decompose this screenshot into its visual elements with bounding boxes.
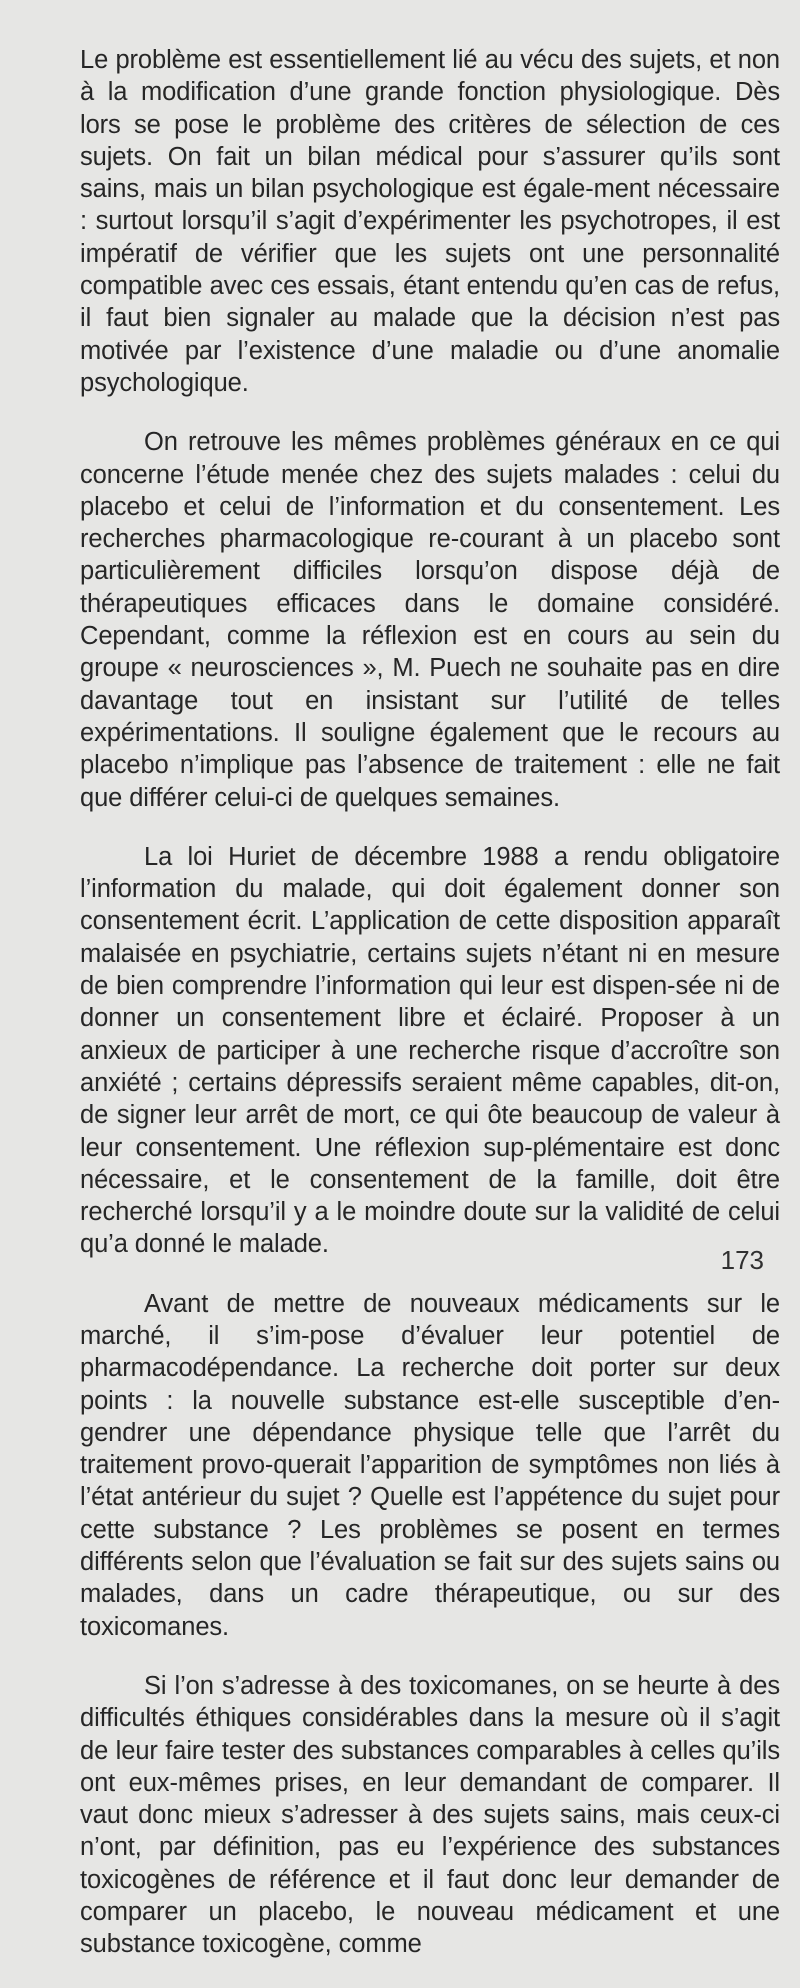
body-text [80,44,780,1988]
page-number: 173 [720,1245,764,1275]
paragraph-5: Si l’on s’adresse à des toxicomanes, on se heurte à des difficultés éthiques considérables dans la mesure où il s’agit de leur faire tester des substances comparables à celles qu’ils ont eux-mêmes prises, en leur demandant de comparer. Il vaut donc mieux s’adresser à des sujets sains, mais ceux-ci n’ont, par définition, pas eu l’expérience des substances toxicogènes de référence et il faut donc leur demander de comparer un placebo, le nouveau médicament et une substance toxicogène, comme [80,1671,780,1959]
paragraph-2: On retrouve les mêmes problèmes généraux en ce qui concerne l’étude menée chez des sujets malades : celui du placebo et celui de l’information et du consentement. Les recherches pharmacologique re-courant à un placebo sont particulièrement difficiles lorsqu’on dispose déjà de thérapeutiques efficaces dans le domaine considéré. Cependant, comme la réflexion est en cours au sein du groupe « neurosciences », M. Puech ne souhaite pas en dire davantage tout en insistant sur l’utilité de telles expérimentations. Il souligne également que le recours au placebo n’implique pas l’absence de traitement : elle ne fait que différer celui-ci de quelques semaines. [80,428,780,812]
paragraph-3: La loi Huriet de décembre 1988 a rendu obligatoire l’information du malade, qui doit également donner son consentement écrit. L’application de cette disposition apparaît malaisée en psychiatrie, certains sujets n’étant ni en mesure de bien comprendre l’information qui leur est dispen-sée ni de donner un consentement libre et éclairé. Proposer à un anxieux de participer à une recherche risque d’accroître son anxiété ; certains dépressifs seraient même capables, dit-on, de signer leur arrêt de mort, ce qui ôte beaucoup de valeur à leur consentement. Une réflexion sup-plémentaire est donc nécessaire, et le consentement de la famille, doit être recherché lorsqu’il y a le moindre doute sur la validité de celui qu’a donné le malade. [80,842,780,1259]
paragraph-4: Avant de mettre de nouveaux médicaments sur le marché, il s’im-pose d’évaluer leur potentiel de pharmacodépendance. La recherche doit porter sur deux points : la nouvelle substance est-elle susceptible d’en-gendrer une dépendance physique telle que l’arrêt du traitement provo-querait l’apparition de symptômes non liés à l’état antérieur du sujet ? Quelle est l’appétence du sujet pour cette substance ? Les problèmes se posent en termes différents selon que l’évaluation se fait sur des sujets sains ou malades, dans un cadre thérapeutique, ou sur des toxicomanes. [80,1289,780,1641]
paragraph-1: Le problème est essentiellement lié au vécu des sujets, et non à la modification d’une grande fonction physiologique. Dès lors se pose le problème des critères de sélection de ces sujets. On fait un bilan médical pour s’assurer qu’ils sont sains, mais un bilan psychologique est égale-ment nécessaire : surtout lorsqu’il s’agit d’expérimenter les psychotropes, il est impératif de vérifier que les sujets ont une personnalité compatible avec ces essais, étant entendu qu’en cas de refus, il faut bien signaler au malade que la décision n’est pas motivée par l’existence d’une maladie ou d’une anomalie psychologique. [80,46,780,397]
